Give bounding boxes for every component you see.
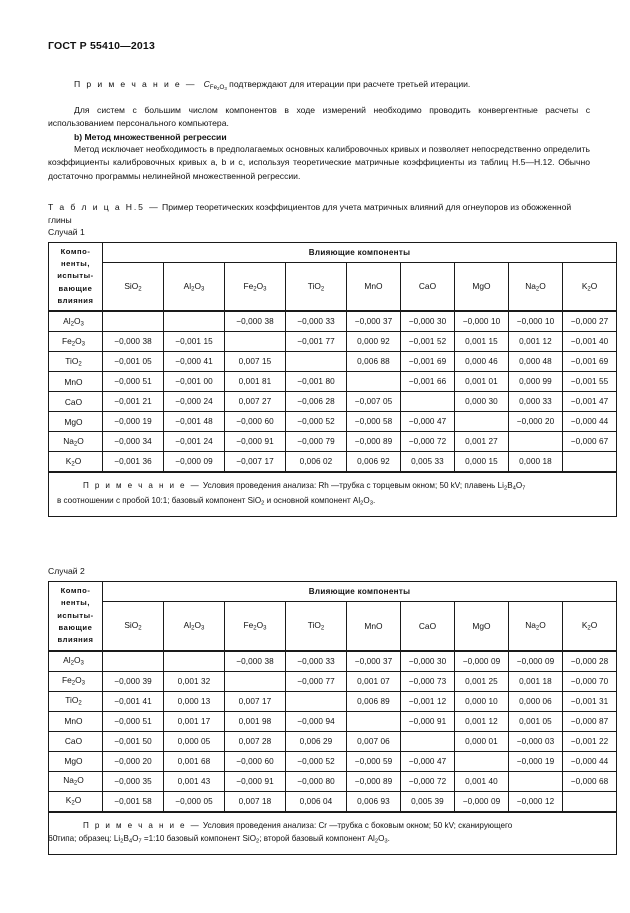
- cell-al2o3-tio2: −0,000 33: [286, 311, 347, 332]
- row-header-tio2: TiO$_2$: [49, 352, 103, 372]
- cell-mno-sio2: −0,000 51: [103, 372, 164, 392]
- cell-tio2-cao: −0,001 12: [401, 691, 455, 711]
- row-header-mno: MnO: [49, 372, 103, 392]
- case-2-label: Случай 2: [48, 566, 85, 577]
- col-header-na2o: $Na_2O$: [509, 262, 563, 311]
- table-row: [49, 731, 617, 751]
- stub2-line-4: вающие: [58, 623, 93, 633]
- stub-line-1: Компо-: [60, 246, 91, 256]
- cell-mno-fe2o3: 0,001 98: [225, 711, 286, 731]
- cell-al2o3-mgo: −0,000 09: [455, 651, 509, 672]
- cell-mgo-cao: −0,000 47: [401, 412, 455, 432]
- cell-k2o-mgo: 0,000 15: [455, 452, 509, 473]
- cell-fe2o3-k2o: −0,001 40: [563, 332, 617, 352]
- cell-fe2o3-na2o: 0,001 12: [509, 332, 563, 352]
- cell-mno-na2o: 0,000 99: [509, 372, 563, 392]
- cell-na2o-al2o3: 0,001 43: [164, 771, 225, 791]
- col-header-k2o: $K_2O$: [563, 262, 617, 311]
- cell-fe2o3-al2o3: 0,001 32: [164, 671, 225, 691]
- cell-k2o-cao: 0,005 33: [401, 452, 455, 473]
- cell-al2o3-na2o: −0,000 10: [509, 311, 563, 332]
- cell-tio2-tio2: [286, 352, 347, 372]
- cell-cao-tio2: −0,006 28: [286, 392, 347, 412]
- cell-fe2o3-tio2: −0,000 77: [286, 671, 347, 691]
- cell-tio2-k2o: −0,001 31: [563, 691, 617, 711]
- cell-tio2-al2o3: −0,000 41: [164, 352, 225, 372]
- table-1-body: [49, 311, 617, 472]
- cell-mno-fe2o3: 0,001 81: [225, 372, 286, 392]
- cell-al2o3-mno: −0,000 37: [347, 651, 401, 672]
- cell-al2o3-k2o: −0,000 28: [563, 651, 617, 672]
- cell-mgo-na2o: −0,000 19: [509, 751, 563, 771]
- cell-mgo-mgo: [455, 751, 509, 771]
- cell-mgo-mno: −0,000 58: [347, 412, 401, 432]
- cell-tio2-mgo: 0,000 10: [455, 691, 509, 711]
- cell-tio2-tio2: [286, 691, 347, 711]
- cell-cao-k2o: −0,001 22: [563, 731, 617, 751]
- cell-mno-al2o3: 0,001 17: [164, 711, 225, 731]
- cell-na2o-tio2: −0,000 79: [286, 432, 347, 452]
- cell-mgo-cao: −0,000 47: [401, 751, 455, 771]
- col-header-al2o3: $Al_2O_3$: [164, 262, 225, 311]
- col2-header-sio2: SiO$_2$: [103, 601, 164, 650]
- cell-tio2-sio2: −0,001 41: [103, 691, 164, 711]
- note-label: П р и м е ч а н и е —: [74, 79, 197, 89]
- note-formula-variable: C: [203, 79, 210, 89]
- standard-identifier: ГОСТ Р 55410—2013: [48, 40, 156, 52]
- col-header-sio2: SiO$_2$: [103, 262, 164, 311]
- cell-tio2-al2o3: 0,000 13: [164, 691, 225, 711]
- stub2-line-1: Компо-: [60, 586, 91, 596]
- cell-tio2-cao: −0,001 69: [401, 352, 455, 372]
- col-header-fe2o3: $Fe_2O_3$: [225, 262, 286, 311]
- cell-mgo-tio2: −0,000 52: [286, 412, 347, 432]
- header-stub-cell: [49, 242, 103, 311]
- paragraph-regression-method: Метод исключает необходимость в предполагаемых основных калибровочных кривых и позволяет непосредственно определить коэффициенты калибровочных кривых a, b и c, используя теоретические матричные коэффициенты из таблиц Н.5—Н.12. Обычно достаточно программы нелинейной множественной регрессии.: [48, 144, 590, 181]
- cell-cao-na2o: −0,000 03: [509, 731, 563, 751]
- cell-mgo-fe2o3: −0,000 60: [225, 751, 286, 771]
- cell-k2o-na2o: −0,000 12: [509, 791, 563, 812]
- cell-mgo-al2o3: −0,001 48: [164, 412, 225, 432]
- col2-header-na2o: $Na_2O$: [509, 601, 563, 650]
- row-header-k2o: $K_2O$: [49, 452, 103, 473]
- cell-na2o-mgo: 0,001 40: [455, 771, 509, 791]
- cell-tio2-fe2o3: 0,007 15: [225, 352, 286, 372]
- table-row: [49, 671, 617, 691]
- col2-header-k2o: $K_2O$: [563, 601, 617, 650]
- cell-tio2-fe2o3: 0,007 17: [225, 691, 286, 711]
- cell-al2o3-fe2o3: −0,000 38: [225, 651, 286, 672]
- table-2-note-label: П р и м е ч а н и е —: [83, 820, 201, 830]
- cell-al2o3-na2o: −0,000 09: [509, 651, 563, 672]
- cell-fe2o3-fe2o3: [225, 671, 286, 691]
- cell-na2o-fe2o3: −0,000 91: [225, 771, 286, 791]
- cell-al2o3-mgo: −0,000 10: [455, 311, 509, 332]
- cell-na2o-mno: −0,000 89: [347, 432, 401, 452]
- table-2-header-row-group: [49, 582, 617, 602]
- stub-line-3: испыты-: [57, 271, 94, 281]
- row-header-fe2o3: $Fe_2O_3$: [49, 332, 103, 352]
- cell-al2o3-sio2: [103, 651, 164, 672]
- cell-mno-sio2: −0,000 51: [103, 711, 164, 731]
- cell-mgo-sio2: −0,000 19: [103, 412, 164, 432]
- table-2-note: П р и м е ч а н и е — Условия проведения анализа: Cr —трубка с боковым окном; 50 kV; сканирующего типа; образец: $Li_2B_4O_7$ =1:10 базовый компонент SiO$_2$; второй базовый компонент $Al_2O_3$.: [49, 812, 617, 855]
- table-1-note-label: П р и м е ч а н и е —: [83, 481, 201, 491]
- cell-mno-tio2: −0,001 80: [286, 372, 347, 392]
- cell-mgo-mgo: [455, 412, 509, 432]
- cell-na2o-na2o: [509, 432, 563, 452]
- cell-fe2o3-mno: 0,000 92: [347, 332, 401, 352]
- cell-mno-mno: [347, 372, 401, 392]
- cell-cao-tio2: 0,006 29: [286, 731, 347, 751]
- cell-cao-fe2o3: 0,007 27: [225, 392, 286, 412]
- row-header-cao: CaO: [49, 731, 103, 751]
- cell-tio2-mno: 0,006 88: [347, 352, 401, 372]
- cell-cao-mno: 0,007 06: [347, 731, 401, 751]
- table-header-row-columns: [49, 262, 617, 311]
- row-header-mgo: MgO: [49, 412, 103, 432]
- case-1-label: Случай 1: [48, 226, 85, 237]
- page-content: [48, 40, 609, 855]
- cell-k2o-tio2: 0,006 02: [286, 452, 347, 473]
- cell-na2o-sio2: −0,000 35: [103, 771, 164, 791]
- cell-fe2o3-cao: −0,001 52: [401, 332, 455, 352]
- cell-fe2o3-tio2: −0,001 77: [286, 332, 347, 352]
- cell-mno-k2o: −0,000 87: [563, 711, 617, 731]
- cell-fe2o3-sio2: −0,000 38: [103, 332, 164, 352]
- cell-k2o-al2o3: −0,000 05: [164, 791, 225, 812]
- cell-mno-al2o3: −0,001 00: [164, 372, 225, 392]
- stub2-line-5: влияния: [57, 635, 94, 645]
- cell-cao-cao: [401, 392, 455, 412]
- cell-k2o-tio2: 0,006 04: [286, 791, 347, 812]
- stub-line-4: вающие: [58, 283, 93, 293]
- row-header-mgo: MgO: [49, 751, 103, 771]
- cell-mno-mno: [347, 711, 401, 731]
- cell-cao-al2o3: 0,000 05: [164, 731, 225, 751]
- table-row: [49, 651, 617, 672]
- subheading-multiple-regression: b) Метод множественной регрессии: [74, 132, 227, 143]
- cell-na2o-mno: −0,000 89: [347, 771, 401, 791]
- coefficients-table-case-2: [48, 581, 617, 854]
- col-header-mno: MnO: [347, 262, 401, 311]
- cell-fe2o3-mgo: 0,001 25: [455, 671, 509, 691]
- note-body-text: подтверждают для итерации при расчете третьей итерации.: [226, 79, 471, 89]
- cell-al2o3-k2o: −0,000 27: [563, 311, 617, 332]
- col2-header-mno: MnO: [347, 601, 401, 650]
- cell-al2o3-fe2o3: −0,000 38: [225, 311, 286, 332]
- cell-cao-sio2: −0,001 50: [103, 731, 164, 751]
- cell-k2o-mgo: −0,000 09: [455, 791, 509, 812]
- cell-tio2-mno: 0,006 89: [347, 691, 401, 711]
- table-caption-label: Т а б л и ц а Н.5 —: [48, 202, 160, 213]
- cell-mgo-al2o3: 0,001 68: [164, 751, 225, 771]
- cell-cao-fe2o3: 0,007 28: [225, 731, 286, 751]
- cell-na2o-na2o: [509, 771, 563, 791]
- col2-header-fe2o3: $Fe_2O_3$: [225, 601, 286, 650]
- cell-k2o-k2o: [563, 452, 617, 473]
- table-row: [49, 771, 617, 791]
- cell-tio2-mgo: 0,000 46: [455, 352, 509, 372]
- col-header-tio2: TiO$_2$: [286, 262, 347, 311]
- table-2-body: [49, 651, 617, 812]
- table-row: [49, 392, 617, 412]
- cell-k2o-k2o: [563, 791, 617, 812]
- table-row: [49, 412, 617, 432]
- row-header-na2o: $Na_2O$: [49, 771, 103, 791]
- cell-na2o-k2o: −0,000 67: [563, 432, 617, 452]
- cell-k2o-fe2o3: −0,007 17: [225, 452, 286, 473]
- table-row: [49, 711, 617, 731]
- cell-mno-mgo: 0,001 01: [455, 372, 509, 392]
- table-row: [49, 432, 617, 452]
- table-note-row: [49, 472, 617, 516]
- table-row: [49, 372, 617, 392]
- cell-mgo-fe2o3: −0,000 60: [225, 412, 286, 432]
- cell-mgo-k2o: −0,000 44: [563, 751, 617, 771]
- cell-al2o3-al2o3: [164, 651, 225, 672]
- table-row: [49, 332, 617, 352]
- cell-fe2o3-na2o: 0,001 18: [509, 671, 563, 691]
- cell-cao-sio2: −0,001 21: [103, 392, 164, 412]
- table-caption-text: Пример теоретических коэффициентов для учета матричных влияний для огнеупоров из обожженной глины: [48, 202, 572, 225]
- col-header-cao: CaO: [401, 262, 455, 311]
- coefficients-table-case-1: [48, 242, 617, 517]
- cell-cao-mgo: 0,000 01: [455, 731, 509, 751]
- paragraph-convergent-calc: Для систем с большим числом компонентов в ходе измерений необходимо проводить конвергентные расчеты с использованием персонального компьютера.: [48, 104, 590, 128]
- table-2-note-row: [49, 812, 617, 855]
- cell-cao-cao: [401, 731, 455, 751]
- row-header-k2o: $K_2O$: [49, 791, 103, 812]
- row-header-fe2o3: $Fe_2O_3$: [49, 671, 103, 691]
- table-1-note: П р и м е ч а н и е — Условия проведения анализа: Rh —трубка с торцевым окном; 50 kV; плавень $Li_2B_4O_7$ в соотношении с пробой 10:1; базовый компонент SiO$_2$ и основной компонент $Al_2O_3$.: [49, 472, 617, 516]
- col2-header-tio2: TiO$_2$: [286, 601, 347, 650]
- table-1-note-section: [49, 472, 617, 516]
- row-header-al2o3: $Al_2O_3$: [49, 651, 103, 672]
- stub2-line-2: ненты,: [60, 598, 90, 608]
- stub-line-2: ненты,: [60, 259, 90, 269]
- cell-na2o-cao: −0,000 72: [401, 432, 455, 452]
- cell-mgo-sio2: −0,000 20: [103, 751, 164, 771]
- cell-na2o-cao: −0,000 72: [401, 771, 455, 791]
- cell-fe2o3-sio2: −0,000 39: [103, 671, 164, 691]
- row-header-na2o: $Na_2O$: [49, 432, 103, 452]
- cell-al2o3-cao: −0,000 30: [401, 311, 455, 332]
- col-header-mgo: MgO: [455, 262, 509, 311]
- cell-mno-na2o: 0,001 05: [509, 711, 563, 731]
- col2-header-al2o3: $Al_2O_3$: [164, 601, 225, 650]
- table-header-row-group: [49, 242, 617, 262]
- cell-tio2-na2o: 0,000 48: [509, 352, 563, 372]
- cell-mno-tio2: −0,000 94: [286, 711, 347, 731]
- table-row: [49, 311, 617, 332]
- col2-header-mgo: MgO: [455, 601, 509, 650]
- cell-cao-na2o: 0,000 33: [509, 392, 563, 412]
- cell-cao-mno: −0,007 05: [347, 392, 401, 412]
- row-header-cao: CaO: [49, 392, 103, 412]
- cell-cao-k2o: −0,001 47: [563, 392, 617, 412]
- cell-na2o-fe2o3: −0,000 91: [225, 432, 286, 452]
- cell-na2o-tio2: −0,000 80: [286, 771, 347, 791]
- cell-k2o-na2o: 0,000 18: [509, 452, 563, 473]
- cell-cao-mgo: 0,000 30: [455, 392, 509, 412]
- cell-k2o-fe2o3: 0,007 18: [225, 791, 286, 812]
- cell-fe2o3-al2o3: −0,001 15: [164, 332, 225, 352]
- cell-na2o-mgo: 0,001 27: [455, 432, 509, 452]
- table-row: [49, 691, 617, 711]
- cell-mgo-k2o: −0,000 44: [563, 412, 617, 432]
- cell-k2o-sio2: −0,001 36: [103, 452, 164, 473]
- cell-fe2o3-k2o: −0,000 70: [563, 671, 617, 691]
- cell-k2o-mno: 0,006 93: [347, 791, 401, 812]
- cell-k2o-sio2: −0,001 58: [103, 791, 164, 812]
- cell-na2o-sio2: −0,000 34: [103, 432, 164, 452]
- inline-note: [48, 78, 590, 93]
- table-2-header-row-columns: [49, 601, 617, 650]
- cell-mno-k2o: −0,001 55: [563, 372, 617, 392]
- table-row: [49, 452, 617, 473]
- table-row: [49, 751, 617, 771]
- cell-tio2-sio2: −0,001 05: [103, 352, 164, 372]
- stub-line-5: влияния: [57, 296, 94, 306]
- cell-mgo-tio2: −0,000 52: [286, 751, 347, 771]
- stub2-line-3: испыты-: [57, 610, 94, 620]
- cell-al2o3-cao: −0,000 30: [401, 651, 455, 672]
- table-row: [49, 791, 617, 812]
- cell-al2o3-al2o3: [164, 311, 225, 332]
- cell-tio2-k2o: −0,001 69: [563, 352, 617, 372]
- cell-al2o3-mno: −0,000 37: [347, 311, 401, 332]
- cell-na2o-k2o: −0,000 68: [563, 771, 617, 791]
- cell-k2o-cao: 0,005 39: [401, 791, 455, 812]
- header-stub-cell-2: [49, 582, 103, 651]
- table-caption: [48, 201, 590, 227]
- row-header-tio2: TiO$_2$: [49, 691, 103, 711]
- cell-mno-cao: −0,001 66: [401, 372, 455, 392]
- cell-mno-cao: −0,000 91: [401, 711, 455, 731]
- table-row: [49, 352, 617, 372]
- cell-fe2o3-mno: 0,001 07: [347, 671, 401, 691]
- row-header-mno: MnO: [49, 711, 103, 731]
- cell-k2o-al2o3: −0,000 09: [164, 452, 225, 473]
- cell-cao-al2o3: −0,000 24: [164, 392, 225, 412]
- table-2-note-section: [49, 812, 617, 855]
- cell-fe2o3-mgo: 0,001 15: [455, 332, 509, 352]
- cell-al2o3-tio2: −0,000 33: [286, 651, 347, 672]
- cell-tio2-na2o: 0,000 06: [509, 691, 563, 711]
- cell-mgo-mno: −0,000 59: [347, 751, 401, 771]
- cell-mno-mgo: 0,001 12: [455, 711, 509, 731]
- col2-header-cao: CaO: [401, 601, 455, 650]
- header-group-influencing: Влияющие компоненты: [103, 242, 617, 262]
- cell-fe2o3-fe2o3: [225, 332, 286, 352]
- cell-al2o3-sio2: [103, 311, 164, 332]
- cell-na2o-al2o3: −0,001 24: [164, 432, 225, 452]
- cell-mgo-na2o: −0,000 20: [509, 412, 563, 432]
- cell-fe2o3-cao: −0,000 73: [401, 671, 455, 691]
- page-number: 60: [48, 833, 58, 843]
- cell-k2o-mno: 0,006 92: [347, 452, 401, 473]
- row-header-al2o3: $Al_2O_3$: [49, 311, 103, 332]
- note-formula-subscript: Fe2O3: [209, 83, 227, 91]
- header-group-influencing-2: Влияющие компоненты: [103, 582, 617, 602]
